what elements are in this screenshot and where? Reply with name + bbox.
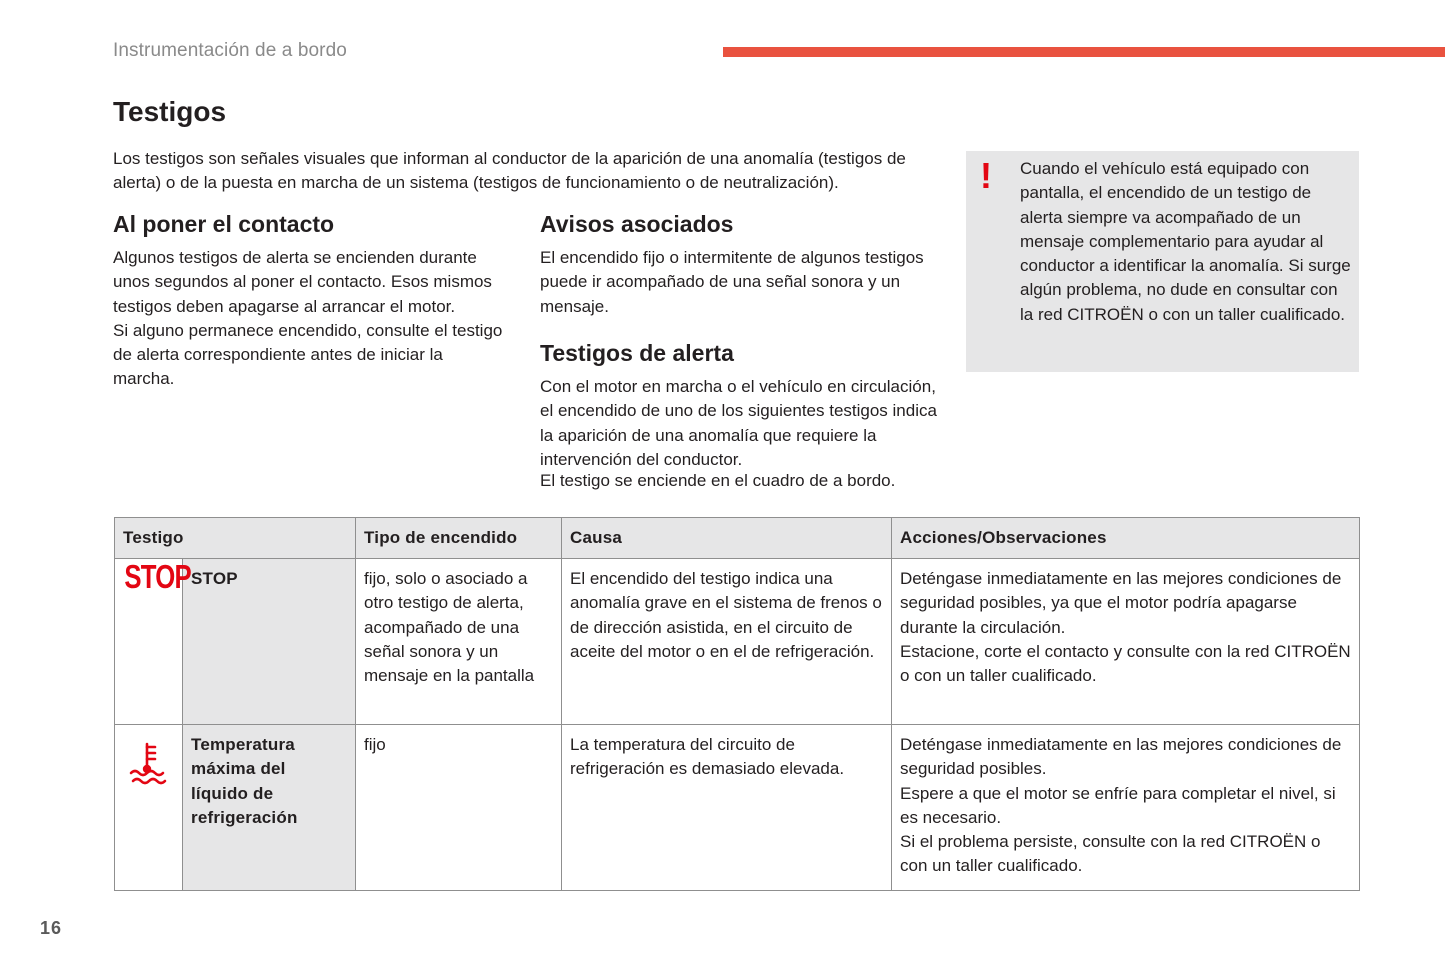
acciones-cell <box>892 559 1360 725</box>
header-accent-bar <box>723 47 1445 57</box>
acciones-line: Si el problema persiste, consulte con la red CITROËN o con un taller cualificado. <box>900 832 1321 876</box>
contact-text-2: Si alguno permanece encendido, consulte el testigo de alerta correspondiente antes de iniciar la marcha. <box>113 320 503 389</box>
column-header-acciones: Acciones/Observaciones <box>892 518 1360 559</box>
section-heading-contact: Al poner el contacto <box>113 211 335 237</box>
coolant-temperature-icon <box>125 741 173 787</box>
tipo-cell: fijo, solo o asociado a otro testigo de alerta, acompañado de una señal sonora y un mensaje en la pantalla <box>356 559 562 725</box>
acciones-line: Deténgase inmediatamente en las mejores condiciones de seguridad posibles, ya que el motor podría apagarse durante la circulación. <box>900 569 1342 637</box>
warning-name-cell: Temperatura máxima del líquido de refrigeración <box>183 725 356 891</box>
warning-lights-table <box>114 517 1360 891</box>
section-text-alerta <box>540 375 940 493</box>
icon-cell <box>115 725 183 891</box>
column-header-causa: Causa <box>562 518 892 559</box>
warning-note-box <box>966 151 1359 372</box>
table-row <box>115 725 1360 891</box>
warning-note-text: Cuando el vehículo está equipado con pantalla, el encendido de un testigo de alerta siempre va acompañado de un mensaje complementario para ayudar al conductor a identificar la anomalía. Si surge algún problema, no dude en consultar con la red CITROËN o con un taller cualificado. <box>1020 159 1351 324</box>
stop-icon: STOP <box>124 558 191 595</box>
table-row <box>115 559 1360 725</box>
section-heading-avisos: Avisos asociados <box>540 211 734 237</box>
exclamation-icon: ! <box>980 155 992 196</box>
section-heading-alerta: Testigos de alerta <box>540 340 734 366</box>
causa-cell: La temperatura del circuito de refrigeración es demasiado elevada. <box>562 725 892 891</box>
tipo-cell: fijo <box>356 725 562 891</box>
page-number: 16 <box>40 918 63 938</box>
icon-cell <box>115 558 191 725</box>
acciones-cell <box>892 725 1360 891</box>
acciones-line: Espere a que el motor se enfríe para completar el nivel, si es necesario. <box>900 783 1336 827</box>
page-title: Testigos <box>113 96 227 127</box>
running-header: Instrumentación de a bordo <box>113 40 347 61</box>
alerta-text-1: Con el motor en marcha o el vehículo en circulación, el encendido de uno de los siguientes testigos indica la aparición de una anomalía que requiere la intervención del conductor. <box>540 377 937 469</box>
intro-paragraph: Los testigos son señales visuales que informan al conductor de la aparición de una anomalía (testigos de alerta) o de la puesta en marcha de un sistema (testigos de funcionamiento o de neutralización). <box>113 149 906 193</box>
acciones-line: Estacione, corte el contacto y consulte con la red CITROËN o con un taller cualificado. <box>900 641 1351 686</box>
column-header-tipo: Tipo de encendido <box>356 518 562 559</box>
table-header-row <box>115 518 1360 559</box>
section-text-contact <box>113 246 503 392</box>
causa-cell: El encendido del testigo indica una anomalía grave en el sistema de frenos o de dirección asistida, en el circuito de aceite del motor o en el de refrigeración. <box>562 559 892 725</box>
contact-text-1: Algunos testigos de alerta se encienden durante unos segundos al poner el contacto. Esos mismos testigos deben apagarse al arrancar el motor. <box>113 248 492 316</box>
acciones-line: Deténgase inmediatamente en las mejores condiciones de seguridad posibles. <box>900 735 1342 779</box>
warning-name-cell: STOP <box>183 559 356 725</box>
column-header-testigo: Testigo <box>115 518 356 559</box>
section-text-avisos: El encendido fijo o intermitente de algunos testigos puede ir acompañado de una señal sonora y un mensaje. <box>540 248 924 316</box>
alerta-text-2: El testigo se enciende en el cuadro de a bordo. <box>540 471 896 491</box>
